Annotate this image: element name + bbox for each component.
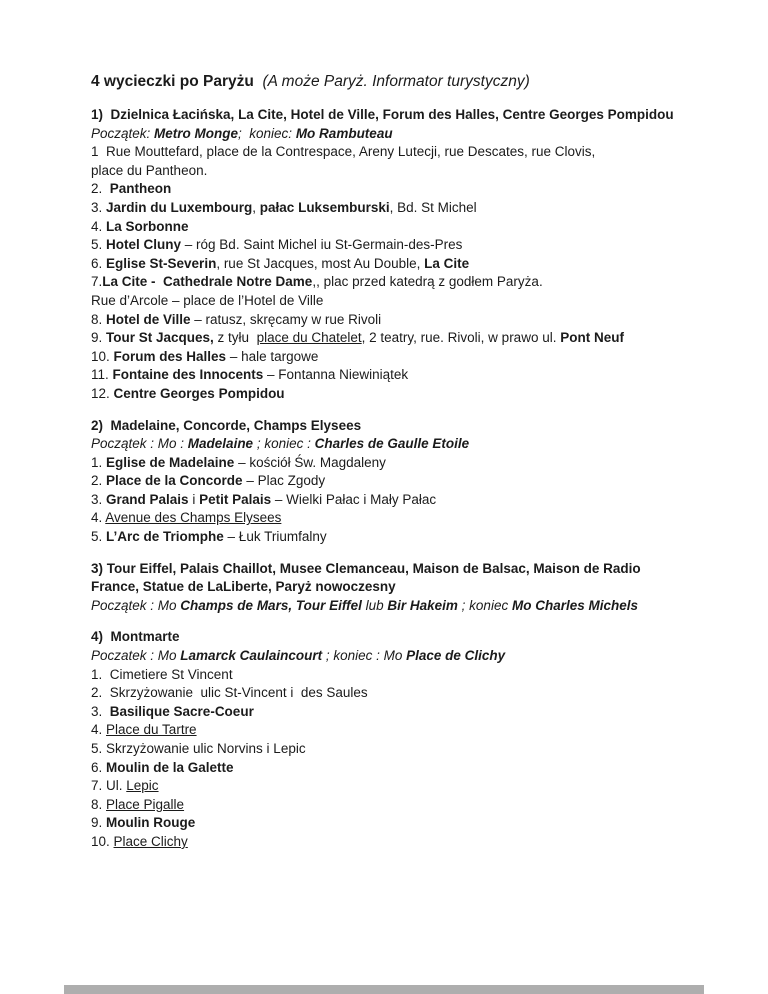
- text-line: [91, 385, 698, 404]
- text-run: Forum des Halles: [113, 348, 227, 364]
- text-run: La Cite: [424, 255, 470, 271]
- text-run: – Plac Zgody: [242, 473, 326, 489]
- text-run: Eglise St-Severin: [106, 255, 217, 271]
- text-run: Champs de Mars, Tour Eiffel: [180, 597, 362, 613]
- text-run: Hotel de Ville: [106, 311, 191, 327]
- text-run: 2.: [91, 473, 107, 489]
- text-run: Jardin du Luxembourg: [106, 199, 253, 215]
- document-title: [91, 72, 698, 92]
- text-line: [91, 292, 698, 311]
- text-line: [91, 796, 698, 815]
- text-line: [91, 509, 698, 528]
- text-line: [91, 740, 698, 759]
- text-run: 2.: [91, 181, 110, 197]
- text-run: place du Chatelet: [256, 330, 362, 346]
- text-line: [91, 759, 698, 778]
- text-line: [91, 472, 698, 491]
- text-run: 1.: [91, 454, 107, 470]
- text-run: lub: [361, 597, 388, 613]
- text-line: [91, 814, 698, 833]
- text-line: [91, 125, 698, 144]
- text-run: La Sorbonne: [106, 218, 189, 234]
- text-run: , Bd. St Michel: [389, 199, 477, 215]
- text-run: pałac Luksemburski: [259, 199, 390, 215]
- text-run: Place Pigalle: [106, 796, 185, 812]
- text-run: Moulin de la Galette: [106, 759, 234, 775]
- text-run: 3.: [91, 199, 107, 215]
- document-body: [91, 72, 698, 852]
- text-run: 4.: [91, 218, 107, 234]
- text-run: Początek : Mo: [91, 597, 181, 613]
- text-run: ; koniec : Mo: [322, 648, 407, 664]
- text-run: ; koniec: [457, 597, 512, 613]
- section-heading: [91, 106, 698, 125]
- text-run: Lepic: [126, 778, 159, 794]
- text-run: Madelaine: [187, 436, 254, 452]
- text-line: [91, 703, 698, 722]
- text-run: ; koniec :: [253, 436, 315, 452]
- section-heading: [91, 578, 698, 597]
- text-line: [91, 597, 698, 616]
- text-line: [91, 366, 698, 385]
- text-line: [91, 255, 698, 274]
- text-run: 3.: [91, 491, 107, 507]
- text-run: 5.: [91, 529, 107, 545]
- text-run: Poczatek : Mo: [91, 648, 181, 664]
- text-run: L’Arc de Triomphe: [106, 529, 224, 545]
- text-line: [91, 833, 698, 852]
- text-run: Bir Hakeim: [387, 597, 458, 613]
- text-run: Basilique Sacre-Coeur: [109, 703, 254, 719]
- text-run: Avenue des Champs Elysees: [105, 510, 282, 526]
- text-run: 10.: [91, 833, 114, 849]
- text-run: z tyłu: [213, 330, 257, 346]
- text-line: [91, 528, 698, 547]
- text-line: [91, 199, 698, 218]
- text-line: [91, 454, 698, 473]
- text-run: – Fontanna Niewiniątek: [263, 367, 409, 383]
- text-line: [91, 236, 698, 255]
- text-run: 8.: [91, 311, 107, 327]
- text-run: France, Statue de LaLiberte, Paryż nowoczesny: [91, 579, 396, 595]
- text-run: Eglise de Madelaine: [106, 454, 235, 470]
- text-run: – hale targowe: [226, 348, 319, 364]
- text-run: 1 Rue Mouttefard, place de la Contrespace, Areny Lutecji, rue Descates, rue Clovis,: [91, 144, 596, 160]
- text-run: Moulin Rouge: [106, 815, 196, 831]
- text-run: Place de la Concorde: [106, 473, 243, 489]
- text-line: [91, 348, 698, 367]
- text-run: ,, plac przed katedrą z godłem Paryża.: [312, 274, 543, 290]
- page-break-shadow: [64, 985, 704, 994]
- text-run: Metro Monge: [154, 125, 239, 141]
- text-line: [91, 143, 698, 162]
- text-run: – kościół Św. Magdaleny: [234, 454, 386, 470]
- text-run: 4.: [91, 722, 107, 738]
- text-run: 10.: [91, 348, 114, 364]
- text-run: Mo Charles Michels: [511, 597, 638, 613]
- text-line: [91, 218, 698, 237]
- text-run: – róg Bd. Saint Michel iu St-Germain-des-Pres: [181, 237, 463, 253]
- text-run: Charles de Gaulle Etoile: [314, 436, 470, 452]
- text-run: (A może Paryż. Informator turystyczny): [253, 73, 530, 90]
- text-line: [91, 777, 698, 796]
- section-heading: [91, 560, 698, 579]
- text-run: Tour St Jacques,: [106, 330, 214, 346]
- text-run: Grand Palais: [106, 491, 189, 507]
- text-run: ; koniec:: [238, 125, 296, 141]
- text-line: [91, 329, 698, 348]
- text-run: 9.: [91, 330, 107, 346]
- text-run: 5.: [91, 237, 107, 253]
- text-run: 4 wycieczki po Paryżu: [91, 73, 254, 90]
- text-run: 9.: [91, 815, 107, 831]
- text-run: 6.: [91, 255, 107, 271]
- text-line: [91, 666, 698, 685]
- section-heading: [91, 628, 698, 647]
- section-heading: [91, 417, 698, 436]
- text-line: [91, 180, 698, 199]
- text-run: 11.: [91, 367, 113, 383]
- text-run: 4.: [91, 510, 106, 526]
- text-run: Mo Rambuteau: [295, 125, 393, 141]
- text-run: Pantheon: [109, 181, 172, 197]
- text-run: i: [188, 491, 200, 507]
- text-run: 1. Cimetiere St Vincent: [91, 666, 233, 682]
- text-run: Lamarck Caulaincourt: [180, 648, 323, 664]
- text-run: Hotel Cluny: [106, 237, 182, 253]
- text-run: 8.: [91, 796, 107, 812]
- text-run: 2. Skrzyżowanie ulic St-Vincent i des Saules: [91, 685, 368, 701]
- text-run: , rue St Jacques, most Au Double,: [216, 255, 425, 271]
- text-run: 1) Dzielnica Łacińska, La Cite, Hotel de Ville, Forum des Halles, Centre Georges Pompidou: [91, 107, 674, 122]
- text-run: 3.: [91, 703, 110, 719]
- text-run: 5. Skrzyżowanie ulic Norvins i Lepic: [91, 741, 306, 756]
- text-run: Place Clichy: [113, 833, 188, 849]
- text-run: Rue d’Arcole – place de l’Hotel de Ville: [91, 292, 324, 308]
- text-run: place du Pantheon.: [91, 162, 208, 178]
- text-run: 12.: [91, 385, 114, 401]
- text-run: – Łuk Triumfalny: [223, 529, 327, 545]
- text-run: 4) Montmarte: [91, 629, 180, 645]
- text-run: Petit Palais: [199, 491, 272, 507]
- text-run: 2) Madelaine, Concorde, Champs Elysees: [91, 417, 362, 433]
- text-run: Centre Georges Pompidou: [113, 385, 285, 401]
- text-run: 6.: [91, 759, 107, 775]
- text-run: Początek : Mo :: [91, 436, 188, 452]
- text-run: 7.: [91, 274, 103, 290]
- text-run: La Cite - Cathedrale Notre Dame: [102, 274, 313, 290]
- text-line: [91, 647, 698, 666]
- text-run: Place du Tartre: [106, 722, 197, 738]
- text-run: Pont Neuf: [560, 330, 624, 346]
- text-line: [91, 491, 698, 510]
- text-run: Początek:: [91, 125, 155, 141]
- text-run: Place de Clichy: [406, 648, 506, 664]
- text-line: [91, 162, 698, 181]
- text-run: – Wielki Pałac i Mały Pałac: [271, 491, 437, 507]
- text-line: [91, 311, 698, 330]
- text-run: – ratusz, skręcamy w rue Rivoli: [190, 311, 382, 327]
- text-line: [91, 721, 698, 740]
- text-run: , 2 teatry, rue. Rivoli, w prawo ul.: [361, 330, 561, 346]
- text-line: [91, 435, 698, 454]
- text-line: [91, 273, 698, 292]
- text-run: 7. Ul.: [91, 778, 127, 794]
- text-run: ,: [252, 199, 260, 215]
- text-line: [91, 684, 698, 703]
- text-run: Fontaine des Innocents: [112, 367, 264, 383]
- text-run: 3) Tour Eiffel, Palais Chaillot, Musee Clemanceau, Maison de Balsac, Maison de Radio: [91, 560, 641, 576]
